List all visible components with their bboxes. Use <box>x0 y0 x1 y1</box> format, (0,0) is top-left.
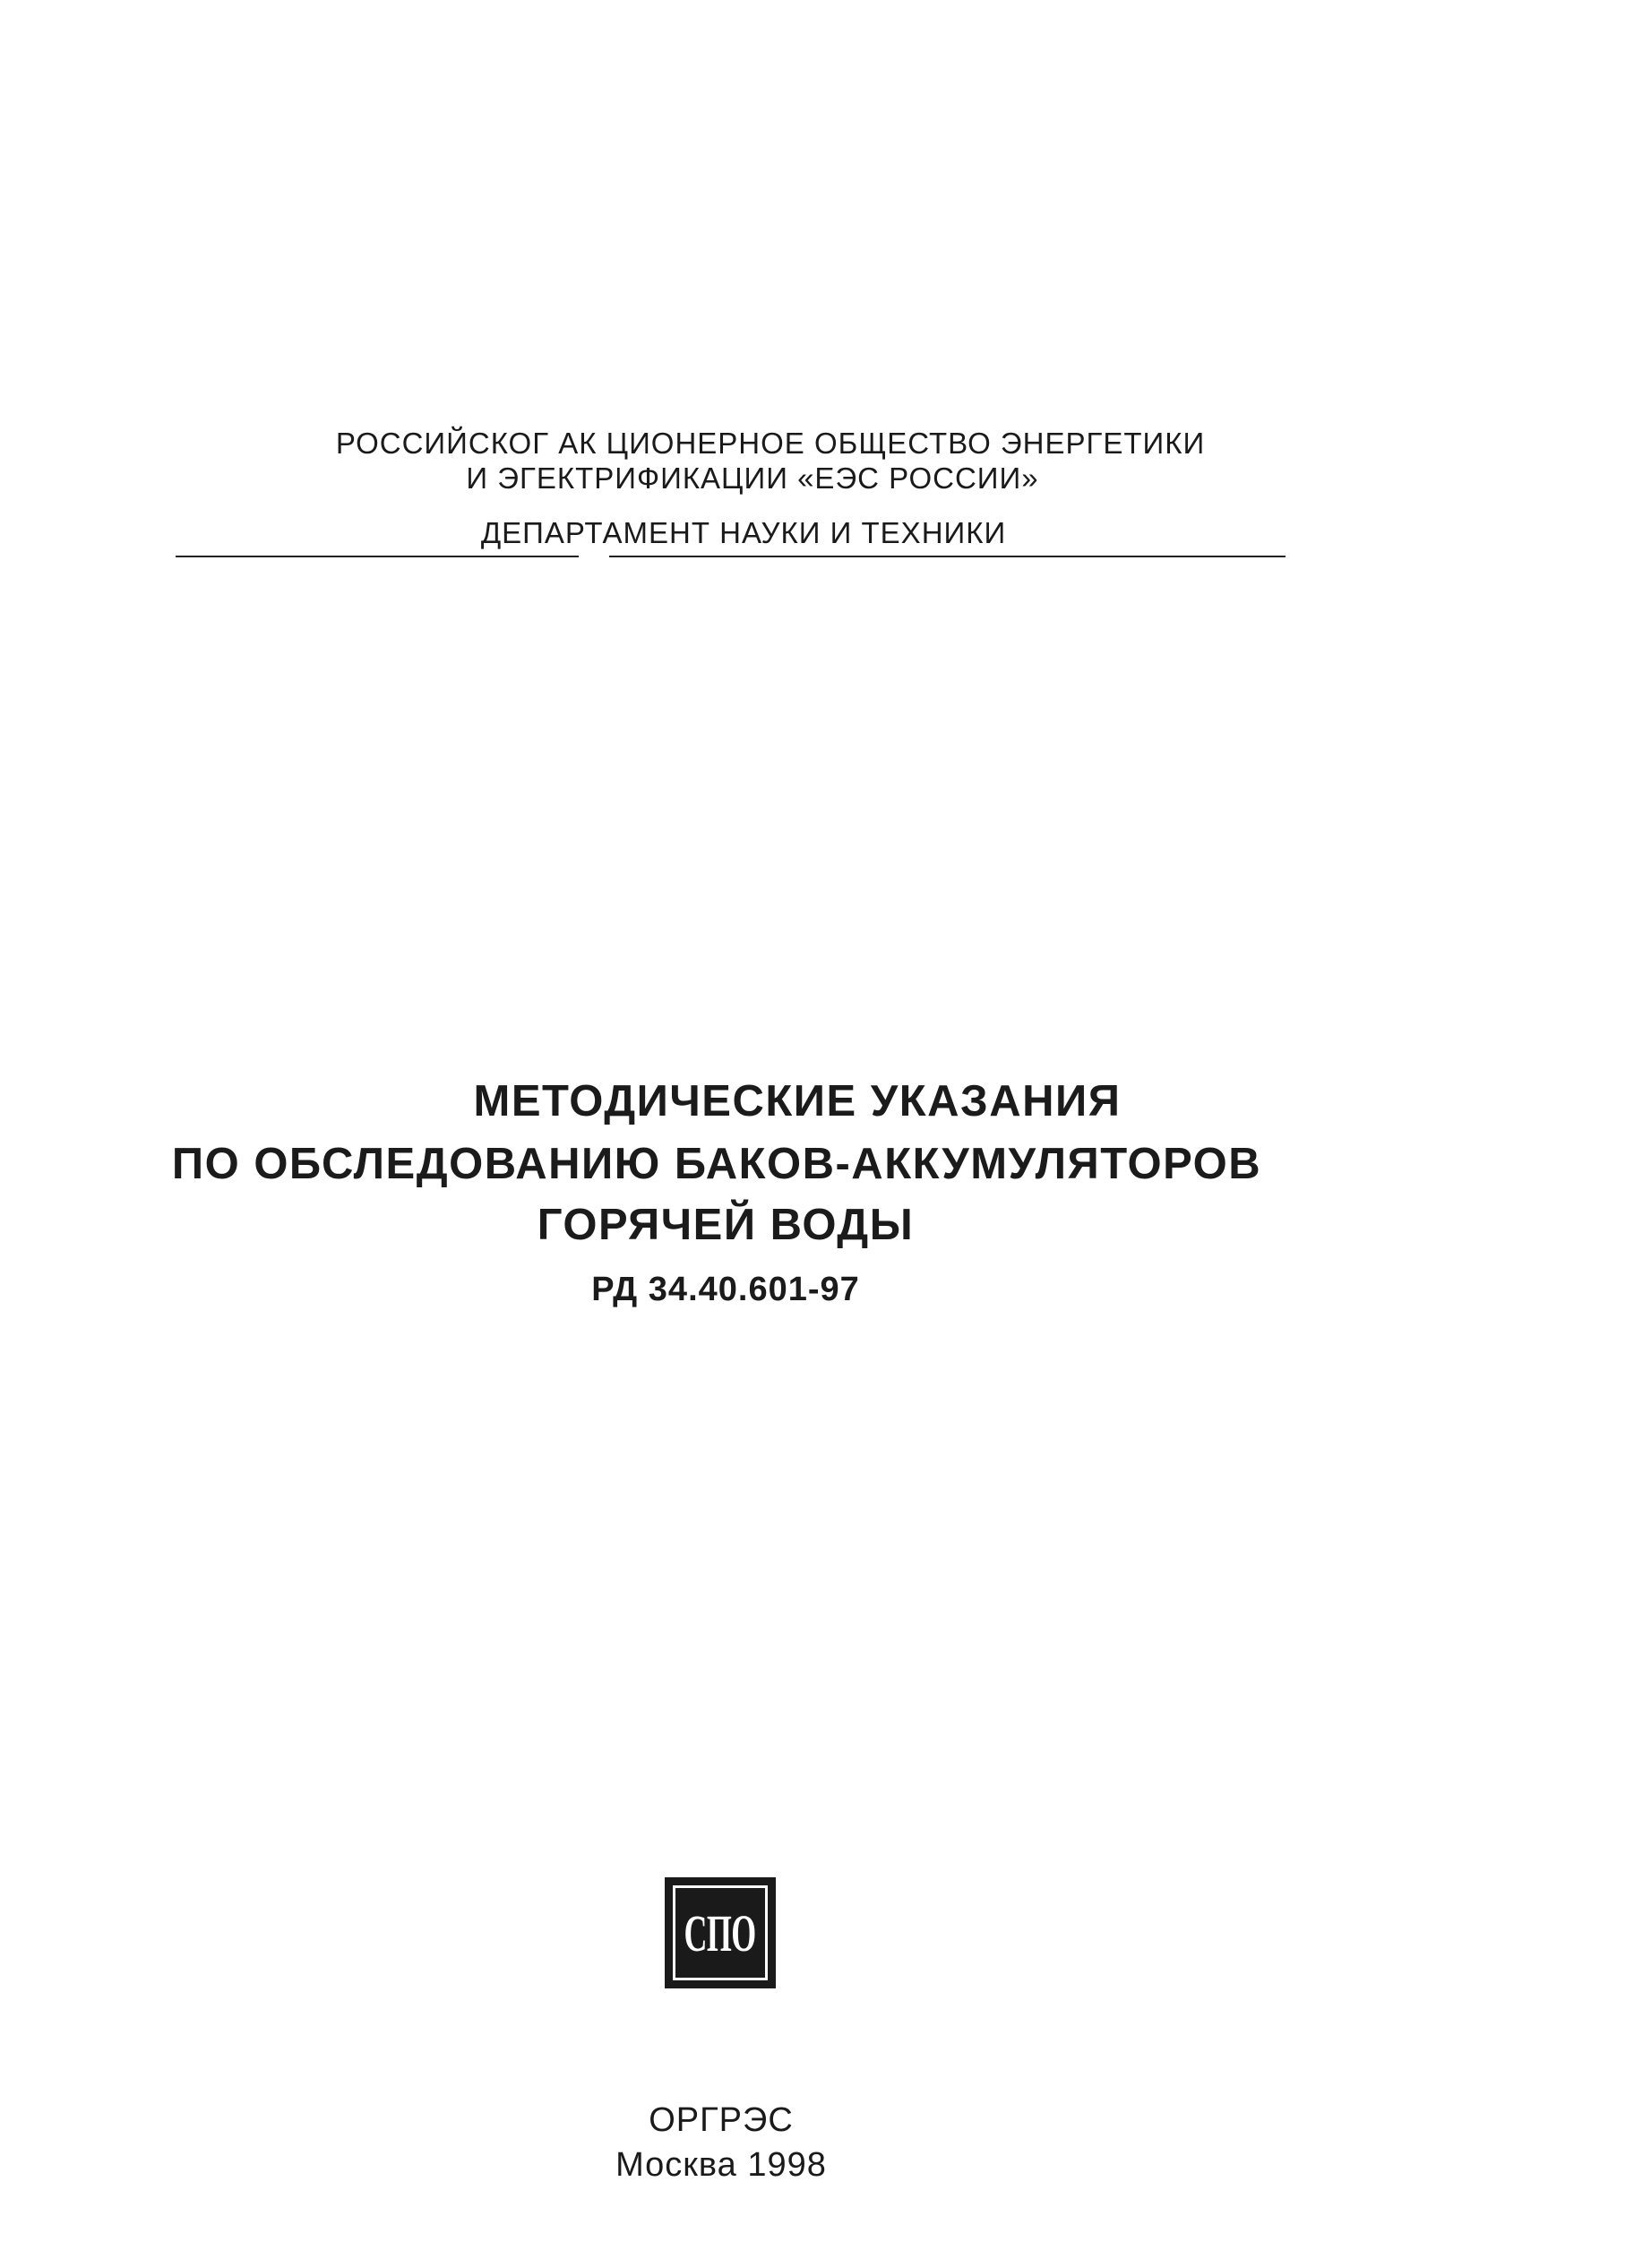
publisher-logo-frame <box>673 1885 768 1980</box>
document-title-line2: ПО ОБСЛЕДОВАНИЮ БАКОВ-АККУМУЛЯТОРОВ <box>171 1140 1262 1188</box>
document-title-line1: МЕТОДИЧЕСКИЕ УКАЗАНИЯ <box>473 1077 1122 1125</box>
publisher-name: ОРГРЭС <box>649 2101 794 2139</box>
department-name: ДЕПАРТАМЕНТ НАУКИ И ТЕХНИКИ <box>480 516 1007 549</box>
publisher-logo-text: СПО <box>684 1903 757 1962</box>
header-rule-left <box>176 556 579 557</box>
organization-name-line2: И ЭГЕКТРИФИКАЦИИ «ЕЭС РОССИИ» <box>466 461 1039 495</box>
organization-name-line1: РОССИЙСКОГ АК ЦИОНЕРНОЕ ОБЩЕСТВО ЭНЕРГЕТИКИ <box>335 427 1206 460</box>
document-code: РД 34.40.601-97 <box>591 1271 860 1308</box>
publication-city-year: Москва 1998 <box>615 2146 827 2184</box>
publisher-logo <box>665 1877 776 1988</box>
document-title-line3: ГОРЯЧЕЙ ВОДЫ <box>537 1201 915 1249</box>
header-rule-right <box>609 556 1286 557</box>
